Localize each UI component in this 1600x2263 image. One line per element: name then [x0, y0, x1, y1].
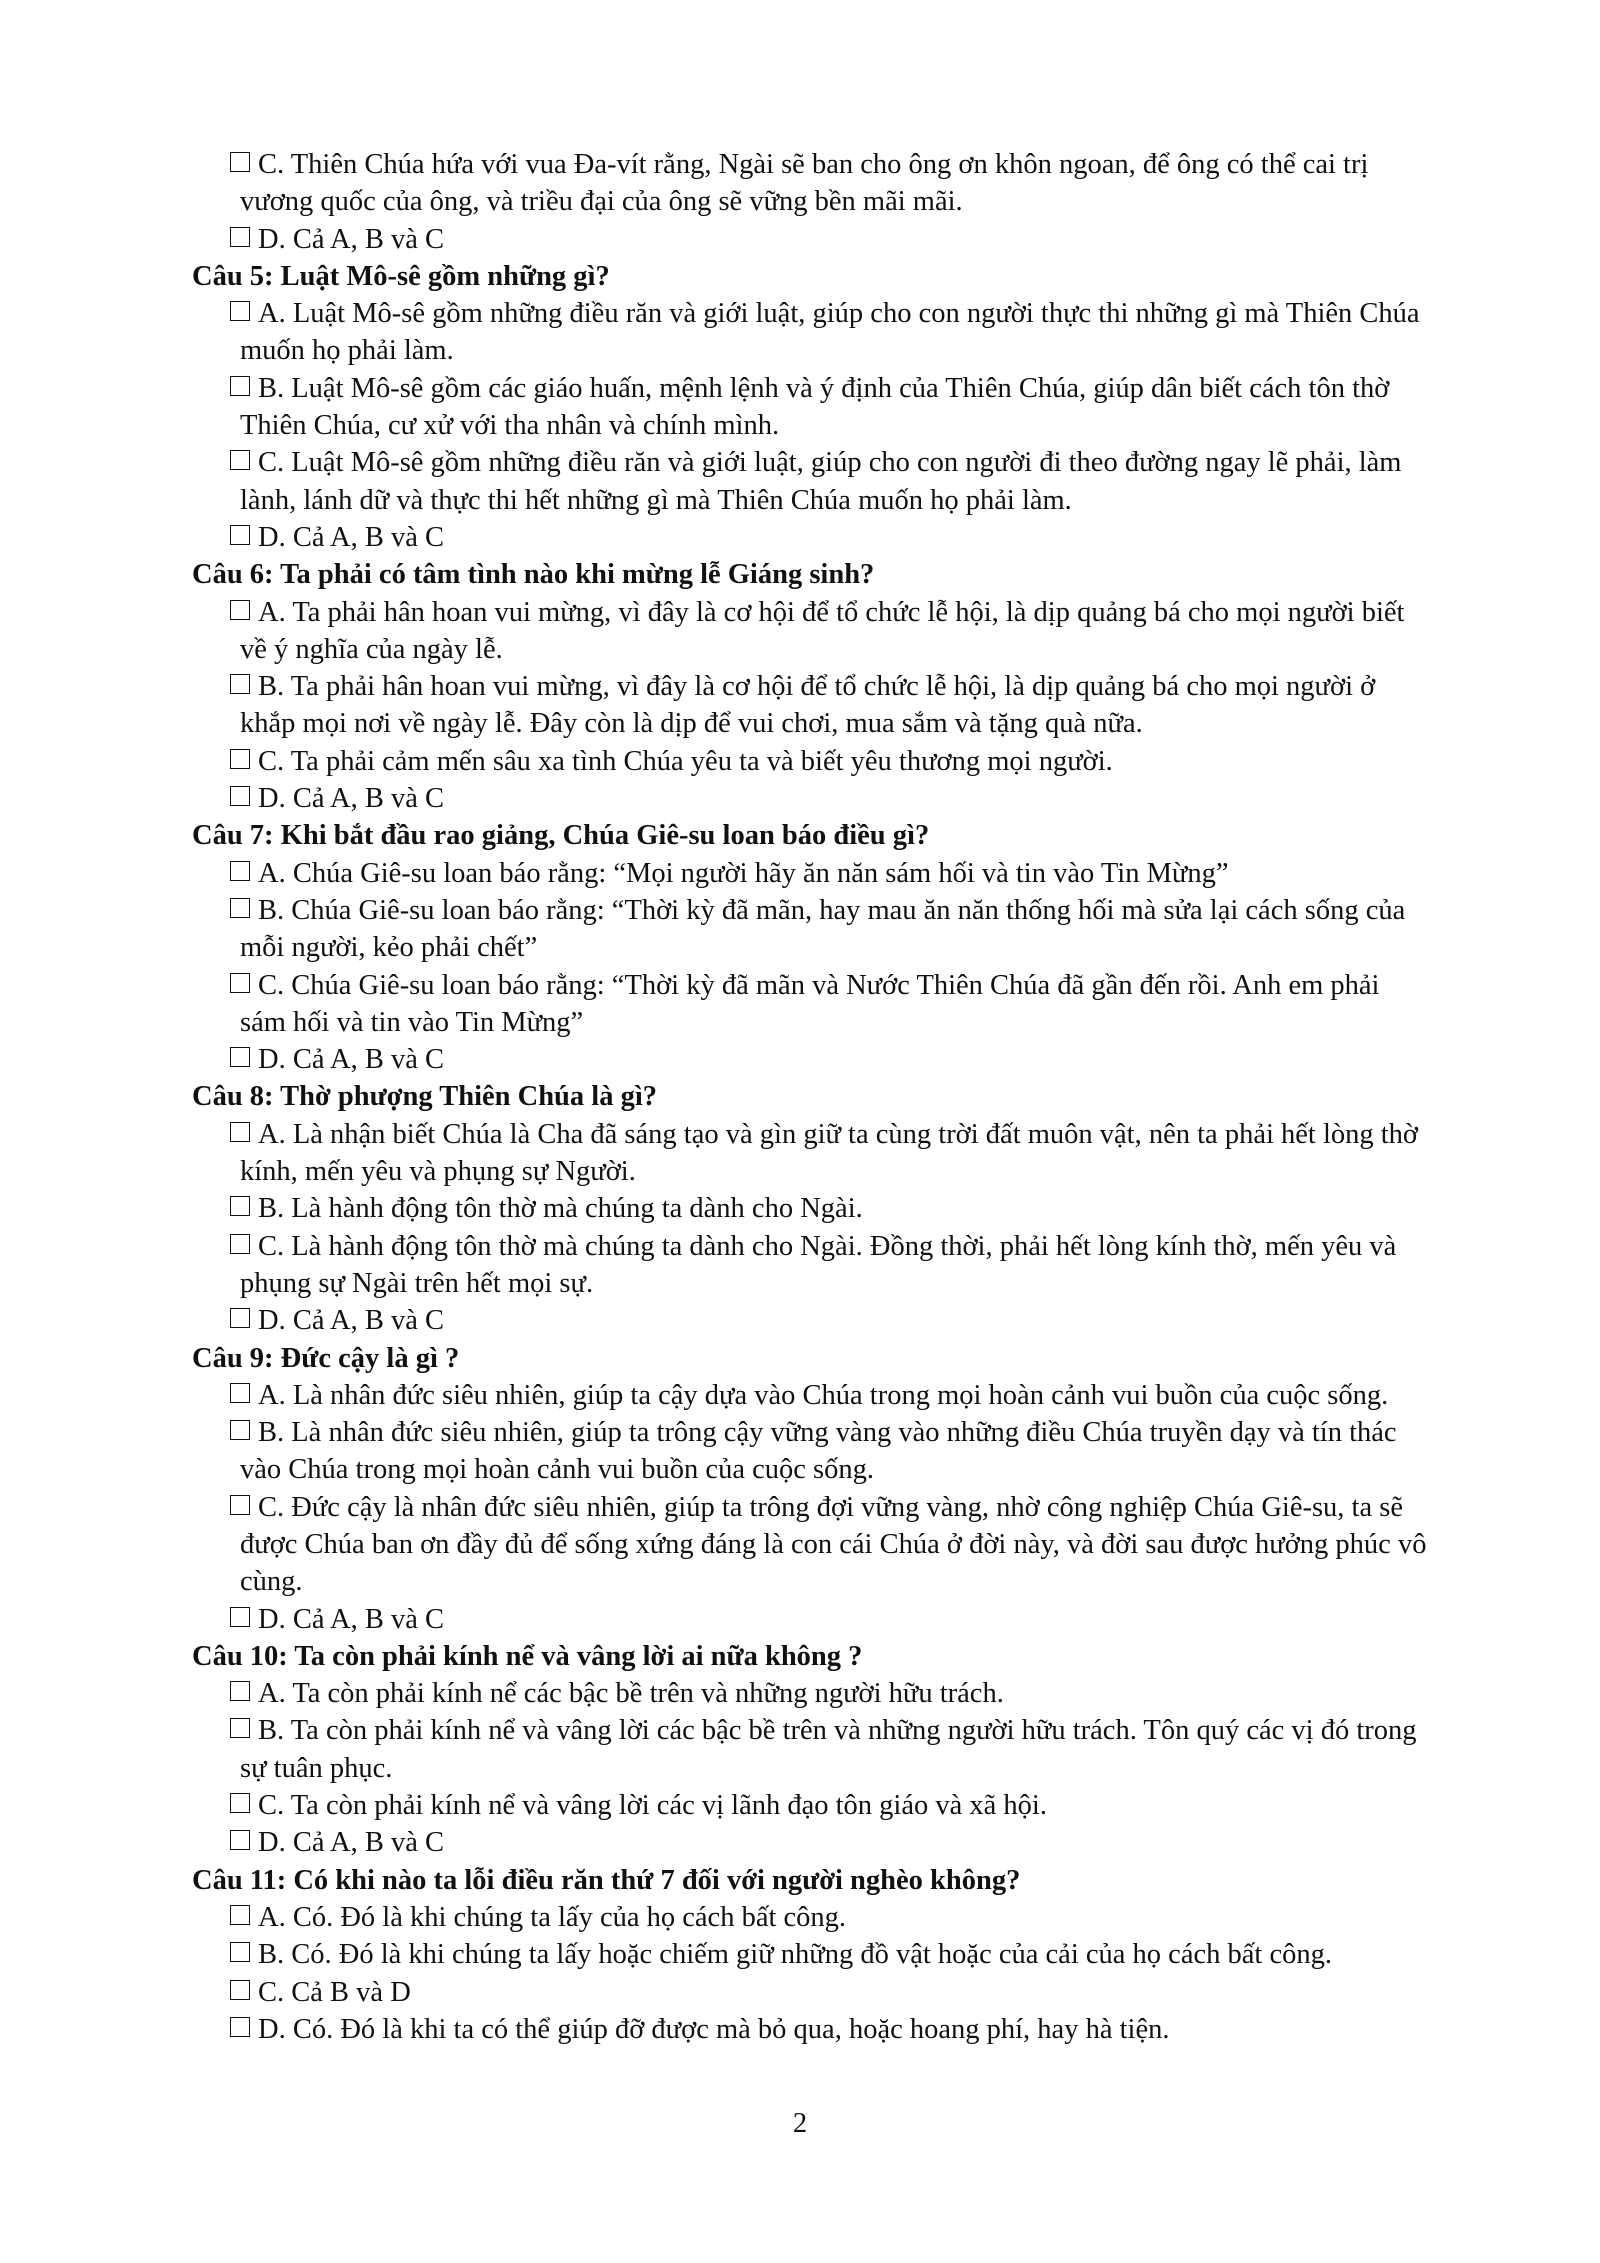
checkbox-icon[interactable] [230, 861, 250, 881]
answer-option [192, 444, 1432, 519]
answer-option [192, 295, 1432, 370]
answer-option-text: D. Cả A, B và C [258, 223, 445, 255]
answer-option [192, 1712, 1432, 1787]
checkbox-icon[interactable] [230, 1942, 250, 1962]
answer-option [192, 1787, 1432, 1824]
answer-option [192, 1824, 1432, 1861]
checkbox-icon[interactable] [230, 1905, 250, 1925]
answer-option [192, 743, 1432, 780]
answer-option-text: B. Là hành động tôn thờ mà chúng ta dành cho Ngài. [258, 1193, 863, 1225]
checkbox-icon[interactable] [230, 1830, 250, 1850]
answer-option [192, 1601, 1432, 1638]
answer-option-text: A. Là nhận biết Chúa là Cha đã sáng tạo và gìn giữ ta cùng trời đất muôn vật, nên ta phải hết lòng thờ kính, mến yêu và phụng sự Người. [240, 1118, 1418, 1188]
answer-option [192, 1675, 1432, 1712]
answer-option [192, 1899, 1432, 1936]
answer-option [192, 1228, 1432, 1303]
answer-option-text: A. Là nhân đức siêu nhiên, giúp ta cậy dựa vào Chúa trong mọi hoàn cảnh vui buồn của cuộc sống. [258, 1379, 1389, 1411]
answer-option-text: B. Có. Đó là khi chúng ta lấy hoặc chiếm giữ những đồ vật hoặc của cải của họ cách bất công. [258, 1939, 1332, 1971]
question-heading: Câu 11: Có khi nào ta lỗi điều răn thứ 7 đối với người nghèo không? [192, 1864, 1021, 1896]
answer-option-text: C. Luật Mô-sê gồm những điều răn và giới luật, giúp cho con người đi theo đường ngay lẽ phải, làm lành, lánh dữ và thực thi hết những gì mà Thiên Chúa muốn họ phải làm. [240, 447, 1402, 516]
checkbox-icon[interactable] [230, 1420, 250, 1440]
question-heading: Câu 9: Đức cậy là gì ? [192, 1342, 460, 1374]
answer-option-text: C. Thiên Chúa hứa với vua Đa-vít rằng, Ngài sẽ ban cho ông ơn khôn ngoan, để ông có thể cai trị vương quốc của ông, và triều đại của ông sẽ vững bền mãi mãi. [240, 149, 1369, 218]
question-heading: Câu 10: Ta còn phải kính nể và vâng lời ai nữa không ? [192, 1640, 863, 1672]
checkbox-icon[interactable] [230, 674, 250, 694]
checkbox-icon[interactable] [230, 1495, 250, 1515]
answer-option [192, 1116, 1432, 1191]
answer-option-text: A. Có. Đó là khi chúng ta lấy của họ cách bất công. [258, 1901, 847, 1933]
answer-option [192, 1190, 1432, 1227]
checkbox-icon[interactable] [230, 1681, 250, 1701]
answer-option-text: C. Đức cậy là nhân đức siêu nhiên, giúp ta trông đợi vững vàng, nhờ công nghiệp Chúa Giê-su, ta sẽ được Chúa ban ơn đầy đủ để sống xứng đáng là con cái Chúa ở đời này, và đời sau được hưởng phúc vô cùng. [240, 1491, 1427, 1598]
checkbox-icon[interactable] [230, 1122, 250, 1142]
checkbox-icon[interactable] [230, 1980, 250, 2000]
answer-option [192, 668, 1432, 743]
answer-option-text: C. Ta phải cảm mến sâu xa tình Chúa yêu ta và biết yêu thương mọi người. [258, 745, 1113, 777]
checkbox-icon[interactable] [230, 1607, 250, 1627]
checkbox-icon[interactable] [230, 1718, 250, 1738]
checkbox-icon[interactable] [230, 1047, 250, 1067]
answer-option-text: D. Cả A, B và C [258, 1305, 445, 1337]
answer-option [192, 146, 1432, 221]
checkbox-icon[interactable] [230, 973, 250, 993]
answer-option-text: C. Ta còn phải kính nể và vâng lời các vị lãnh đạo tôn giáo và xã hội. [258, 1790, 1047, 1822]
answer-option-text: B. Ta phải hân hoan vui mừng, vì đây là cơ hội để tổ chức lễ hội, là dịp quảng bá cho mọi người ở khắp mọi nơi về ngày lễ. Đây còn là dịp để vui chơi, mua sắm và tặng quà nữa. [240, 671, 1376, 740]
answer-option-text: D. Cả A, B và C [258, 1603, 445, 1635]
document-body [192, 146, 1432, 2048]
answer-option-text: D. Cả A, B và C [258, 521, 445, 553]
checkbox-icon[interactable] [230, 1793, 250, 1813]
answer-option [192, 370, 1432, 445]
answer-option-text: D. Cả A, B và C [258, 783, 445, 815]
question-heading: Câu 7: Khi bắt đầu rao giảng, Chúa Giê-su loan báo điều gì? [192, 820, 930, 852]
answer-option [192, 1377, 1432, 1414]
answer-option-text: A. Ta còn phải kính nể các bậc bề trên và những người hữu trách. [258, 1678, 1004, 1710]
answer-option [192, 2011, 1432, 2048]
answer-option-text: A. Chúa Giê-su loan báo rằng: “Mọi người hãy ăn năn sám hối và tin vào Tin Mừng” [258, 857, 1229, 889]
answer-option-text: D. Cả A, B và C [258, 1827, 445, 1859]
answer-option [192, 1974, 1432, 2011]
answer-option-text: C. Cả B và D [258, 1976, 411, 2008]
answer-option-text: B. Chúa Giê-su loan báo rằng: “Thời kỳ đã mãn, hay mau ăn năn thống hối mà sửa lại cách sống của mỗi người, kẻo phải chết” [240, 894, 1406, 964]
question-heading: Câu 5: Luật Mô-sê gồm những gì? [192, 260, 610, 292]
question-heading: Câu 6: Ta phải có tâm tình nào khi mừng lễ Giáng sinh? [192, 559, 875, 591]
answer-option [192, 1041, 1432, 1078]
checkbox-icon[interactable] [230, 376, 250, 396]
checkbox-icon[interactable] [230, 786, 250, 806]
checkbox-icon[interactable] [230, 1234, 250, 1254]
answer-option-text: D. Có. Đó là khi ta có thể giúp đỡ được mà bỏ qua, hoặc hoang phí, hay hà tiện. [258, 2013, 1170, 2045]
checkbox-icon[interactable] [230, 898, 250, 918]
checkbox-icon[interactable] [230, 1308, 250, 1328]
answer-option [192, 780, 1432, 817]
answer-option-text: B. Luật Mô-sê gồm các giáo huấn, mệnh lệnh và ý định của Thiên Chúa, giúp dân biết cách tôn thờ Thiên Chúa, cư xử với tha nhân và chính mình. [240, 372, 1390, 442]
answer-option [192, 967, 1432, 1042]
checkbox-icon[interactable] [230, 152, 250, 172]
checkbox-icon[interactable] [230, 525, 250, 545]
answer-option-text: B. Là nhân đức siêu nhiên, giúp ta trông cậy vững vàng vào những điều Chúa truyền dạy và tín thác vào Chúa trong mọi hoàn cảnh vui buồn của cuộc sống. [240, 1417, 1397, 1486]
checkbox-icon[interactable] [230, 227, 250, 247]
answer-option-text: D. Cả A, B và C [258, 1044, 445, 1076]
answer-option [192, 855, 1432, 892]
answer-option [192, 594, 1432, 669]
answer-option [192, 1489, 1432, 1601]
answer-option-text: A. Luật Mô-sê gồm những điều răn và giới luật, giúp cho con người thực thi những gì mà Thiên Chúa muốn họ phải làm. [240, 298, 1420, 367]
checkbox-icon[interactable] [230, 301, 250, 321]
checkbox-icon[interactable] [230, 600, 250, 620]
checkbox-icon[interactable] [230, 749, 250, 769]
answer-option-text: C. Là hành động tôn thờ mà chúng ta dành cho Ngài. Đồng thời, phải hết lòng kính thờ, mến yêu và phụng sự Ngài trên hết mọi sự. [240, 1230, 1397, 1299]
answer-option-text: C. Chúa Giê-su loan báo rằng: “Thời kỳ đã mãn và Nước Thiên Chúa đã gần đến rồi. Anh em phải sám hối và tin vào Tin Mừng” [240, 969, 1380, 1038]
checkbox-icon[interactable] [230, 2017, 250, 2037]
answer-option [192, 1302, 1432, 1339]
checkbox-icon[interactable] [230, 450, 250, 470]
page-number: 2 [792, 2108, 808, 2139]
answer-option [192, 221, 1432, 258]
answer-option [192, 1936, 1432, 1973]
checkbox-icon[interactable] [230, 1196, 250, 1216]
answer-option [192, 519, 1432, 556]
question-heading: Câu 8: Thờ phượng Thiên Chúa là gì? [192, 1081, 657, 1113]
answer-option-text: A. Ta phải hân hoan vui mừng, vì đây là cơ hội để tổ chức lễ hội, là dịp quảng bá cho mọi người biết về ý nghĩa của ngày lễ. [240, 596, 1405, 665]
answer-option-text: B. Ta còn phải kính nể và vâng lời các bậc bề trên và những người hữu trách. Tôn quý các vị đó trong sự tuân phục. [240, 1715, 1417, 1784]
answer-option [192, 1414, 1432, 1489]
answer-option [192, 892, 1432, 967]
checkbox-icon[interactable] [230, 1383, 250, 1403]
